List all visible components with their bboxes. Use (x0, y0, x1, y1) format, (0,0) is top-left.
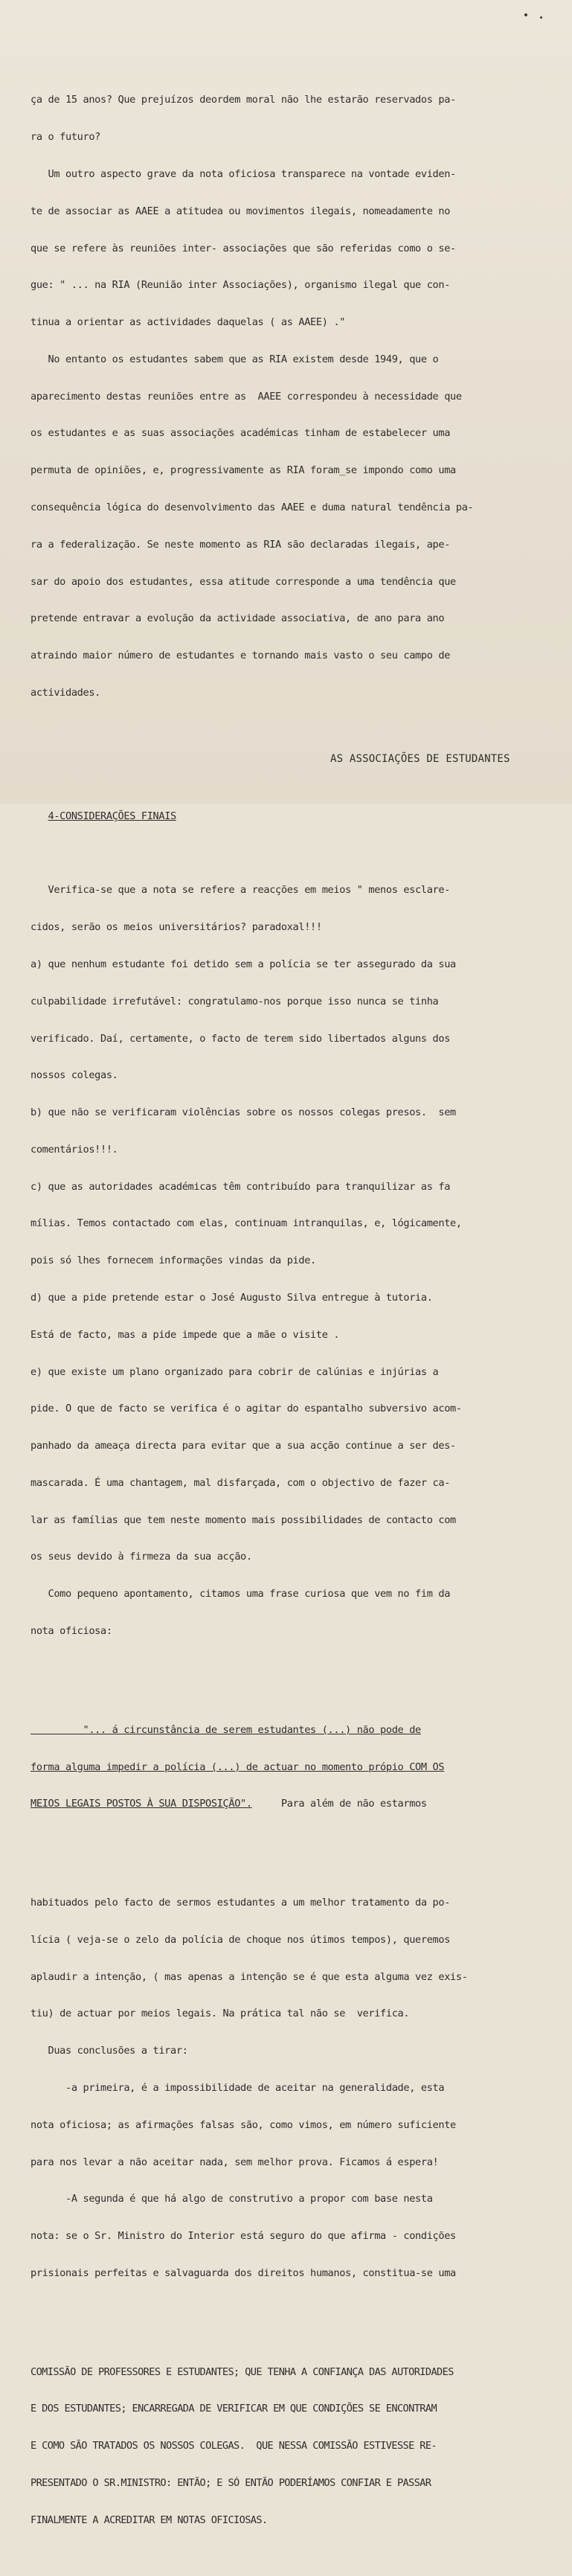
text-line: a) que nenhum estudante foi detido sem a polícia se ter assegurado da sua (30, 958, 456, 970)
quote-line (30, 1798, 559, 1810)
text-line: cidos, serão os meios universitários? paradoxal!!! (30, 921, 322, 934)
text-line: mílias. Temos contactado com elas, continuam intranquilas, e, lógicamente, (30, 1217, 462, 1230)
text-line: Duas conclusões a tirar: (30, 2045, 188, 2057)
ink-dot (540, 16, 542, 19)
text-line: Verifica-se que a nota se refere a reacções em meios " menos esclare- (30, 884, 451, 897)
text-line: prisionais perfeitas e salvaguarda dos direitos humanos, constitua-se uma (30, 2266, 456, 2279)
text-line: consequência lógica do desenvolvimento das AAEE e duma natural tendência pa- (30, 501, 474, 513)
text-line: culpabilidade irrefutável: congratulamo-nos porque isso nunca se tinha (30, 995, 439, 1007)
text-line: que se refere às reuniões inter- associações que são referidas como o se- (30, 242, 456, 254)
text-line: te de associar as AAEE a atitudea ou movimentos ilegais, nomeadamente no (30, 205, 451, 217)
text-line: nota oficiosa: (30, 1625, 112, 1637)
text-line: os seus devido à firmeza da sua acção. (30, 1551, 252, 1563)
text-line: para nos levar a não aceitar nada, sem melhor prova. Ficamos á espera! (30, 2156, 439, 2168)
text-line: Como pequeno apontamento, citamos uma frase curiosa que vem no fim da (30, 1588, 451, 1601)
text-line: mascarada. É uma chantagem, mal disfarçada, com o objectivo de fazer ca- (30, 1476, 451, 1489)
quote-tail-text: Para além de não estarmos (251, 1798, 427, 1810)
quote-line: forma alguma impedir a polícia (...) de actuar no momento própio COM OS (30, 1760, 445, 1773)
paragraph-block-3 (30, 1872, 559, 2304)
text-line: ça de 15 anos? Que prejuízos deordem moral não lhe estarão reservados pa- (30, 94, 456, 106)
text-line: -A segunda é que há algo de construtivo a propor com base nesta (30, 2193, 433, 2205)
text-line: verificado. Daí, certamente, o facto de terem sido libertados alguns dos (30, 1032, 451, 1045)
text-line: habituados pelo facto de sermos estudantes a um melhor tratamento da po- (30, 1897, 451, 1909)
text-line: E COMO SÃO TRATADOS OS NOSSOS COLEGAS. QUE NESSA COMISSÃO ESTIVESSE RE- (30, 2440, 437, 2452)
text-line: lar as famílias que tem neste momento mais possibilidades de contacto com (30, 1513, 456, 1526)
ink-dot (524, 13, 527, 16)
text-line: nota: se o Sr. Ministro do Interior está seguro do que afirma - condições (30, 2230, 456, 2243)
text-line: nota oficiosa; as afirmações falsas são, como vimos, em número suficiente (30, 2118, 456, 2131)
text-line: permuta de opiniões, e, progressivamente as RIA foram_se impondo como uma (30, 464, 456, 477)
section-heading-text: 4-CONSIDERAÇÕES FINAIS (48, 810, 176, 822)
text-line: tinua a orientar as actividades daquelas ( as AAEE) ." (30, 316, 346, 329)
text-line: d) que a pide pretende estar o José Augusto Silva entregue à tutoria. (30, 1291, 433, 1304)
text-line: No entanto os estudantes sabem que as RIA existem desde 1949, que o (30, 353, 439, 365)
text-line: Um outro aspecto grave da nota oficiosa transparece na vontade eviden- (30, 167, 456, 180)
text-line: -a primeira, é a impossibilidade de aceitar na generalidade, esta (30, 2081, 445, 2094)
paragraph-block-2 (30, 859, 559, 1662)
text-line: pide. O que de facto se verifica é o agitar do espantalho subversivo acom- (30, 1403, 462, 1415)
text-line: sar do apoio dos estudantes, essa atitude corresponde a uma tendência que (30, 575, 456, 588)
text-line: aparecimento destas reuniões entre as AAEE correspondeu à necessidade que (30, 390, 462, 403)
text-line: gue: " ... na RIA (Reunião inter Associações), organismo ilegal que con- (30, 279, 451, 292)
text-line: actividades. (30, 686, 101, 699)
quote-line: "... á circunstância de serem estudantes (...) não pode de (30, 1723, 421, 1736)
text-line: aplaudir a intenção, ( mas apenas a intenção se é que esta alguma vez exis- (30, 1970, 468, 1983)
text-line: Está de facto, mas a pide impede que a mãe o visite . (30, 1328, 340, 1341)
paragraph-block-1 (30, 69, 559, 723)
uppercase-block (30, 2341, 559, 2551)
text-line: E DOS ESTUDANTES; ENCARREGADA DE VERIFICAR EM QUE CONDIÇÕES SE ENCONTRAM (30, 2403, 437, 2415)
text-line: pretende entravar a evolução da actividade associativa, de ano para ano (30, 612, 445, 625)
text-line: lícia ( veja-se o zelo da polícia de choque nos útimos tempos), queremos (30, 1933, 451, 1946)
quote-line-text: MEIOS LEGAIS POSTOS À SUA DISPOSIÇÃO". (30, 1798, 252, 1810)
text-line: FINALMENTE A ACREDITAR EM NOTAS OFICIOSAS. (30, 2513, 268, 2526)
text-line: ra a federalização. Se neste momento as RIA são declaradas ilegais, ape- (30, 538, 451, 551)
text-line: COMISSÃO DE PROFESSORES E ESTUDANTES; QUE TENHA A CONFIANÇA DAS AUTORIDADES (30, 2365, 454, 2378)
text-line: os estudantes e as suas associações académicas tinham de estabelecer uma (30, 427, 451, 440)
signature: AS ASSOCIAÇÕES DE ESTUDANTES (330, 753, 510, 765)
quotation (30, 1699, 559, 1836)
section-heading (30, 810, 559, 823)
text-line: e) que existe um plano organizado para cobrir de calúnias e injúrias a (30, 1365, 439, 1378)
text-line: comentários!!!. (30, 1143, 118, 1156)
text-line: c) que as autoridades académicas têm contribuído para tranquilizar as fa (30, 1180, 451, 1193)
document-body (30, 45, 559, 2576)
text-line: tiu) de actuar por meios legais. Na prática tal não se verifica. (30, 2008, 410, 2020)
text-line: panhado da ameaça directa para evitar que a sua acção continue a ser des- (30, 1440, 456, 1452)
text-line: PRESENTADO O SR.MINISTRO: ENTÃO; E SÓ ENTÃO PODERÍAMOS CONFIAR E PASSAR (30, 2476, 431, 2489)
text-line: b) que não se verificaram violências sobre os nossos colegas presos. sem (30, 1106, 456, 1119)
text-line: nossos colegas. (30, 1069, 118, 1082)
text-line: atraindo maior número de estudantes e tornando mais vasto o seu campo de (30, 650, 451, 662)
text-line: pois só lhes fornecem informações vindas da pide. (30, 1255, 316, 1267)
text-line: ra o futuro? (30, 131, 101, 144)
